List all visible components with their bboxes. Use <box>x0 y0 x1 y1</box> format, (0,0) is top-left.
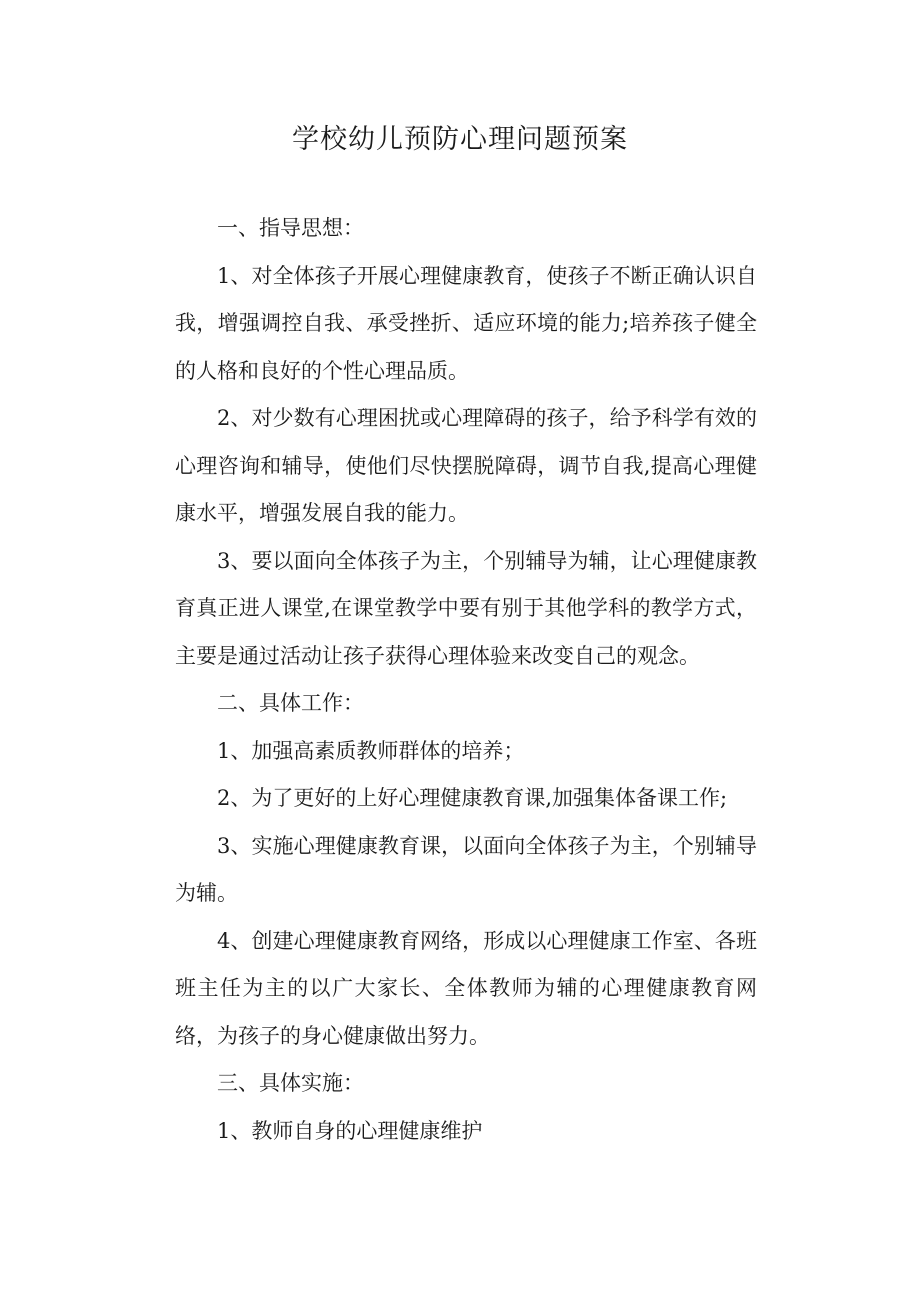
paragraph-guiding-3: 3、要以面向全体孩子为主，个别辅导为辅，让心理健康教育真正进人课堂,在课堂教学中要有别于其他学科的教学方式，主要是通过活动让孩子获得心理体验来改变自己的观念。 <box>175 548 757 668</box>
paragraph-work-2: 2、为了更好的上好心理健康教育课,加强集体备课工作; <box>217 786 728 810</box>
section-heading-specific-work: 二、具体工作： <box>217 691 364 715</box>
document-title: 学校幼儿预防心理问题预案 <box>292 124 628 155</box>
document-body <box>175 205 757 1155</box>
section-heading-implementation: 三、具体实施： <box>217 1071 364 1095</box>
section-heading-guiding-ideology: 一、指导思想： <box>217 216 364 240</box>
paragraph-implementation-1: 1、教师自身的心理健康维护 <box>217 1118 483 1143</box>
paragraph-work-1: 1、加强高素质教师群体的培养； <box>217 738 525 763</box>
paragraph-work-4: 4、创建心理健康教育网络，形成以心理健康工作室、各班班主任为主的以广大家长、全体教师为辅的心理健康教育网络，为孩子的身心健康做出努力。 <box>175 928 757 1048</box>
paragraph-guiding-1: 1、对全体孩子开展心理健康教育，使孩子不断正确认识自我，增强调控自我、承受挫折、适应环境的能力;培养孩子健全的人格和良好的个性心理品质。 <box>175 263 757 383</box>
paragraph-guiding-2: 2、对少数有心理困扰或心理障碍的孩子，给予科学有效的心理咨询和辅导，使他们尽快摆脱障碍，调节自我,提高心理健康水平，增强发展自我的能力。 <box>175 406 757 525</box>
paragraph-work-3: 3、实施心理健康教育课，以面向全体孩子为主，个别辅导为辅。 <box>175 833 757 905</box>
